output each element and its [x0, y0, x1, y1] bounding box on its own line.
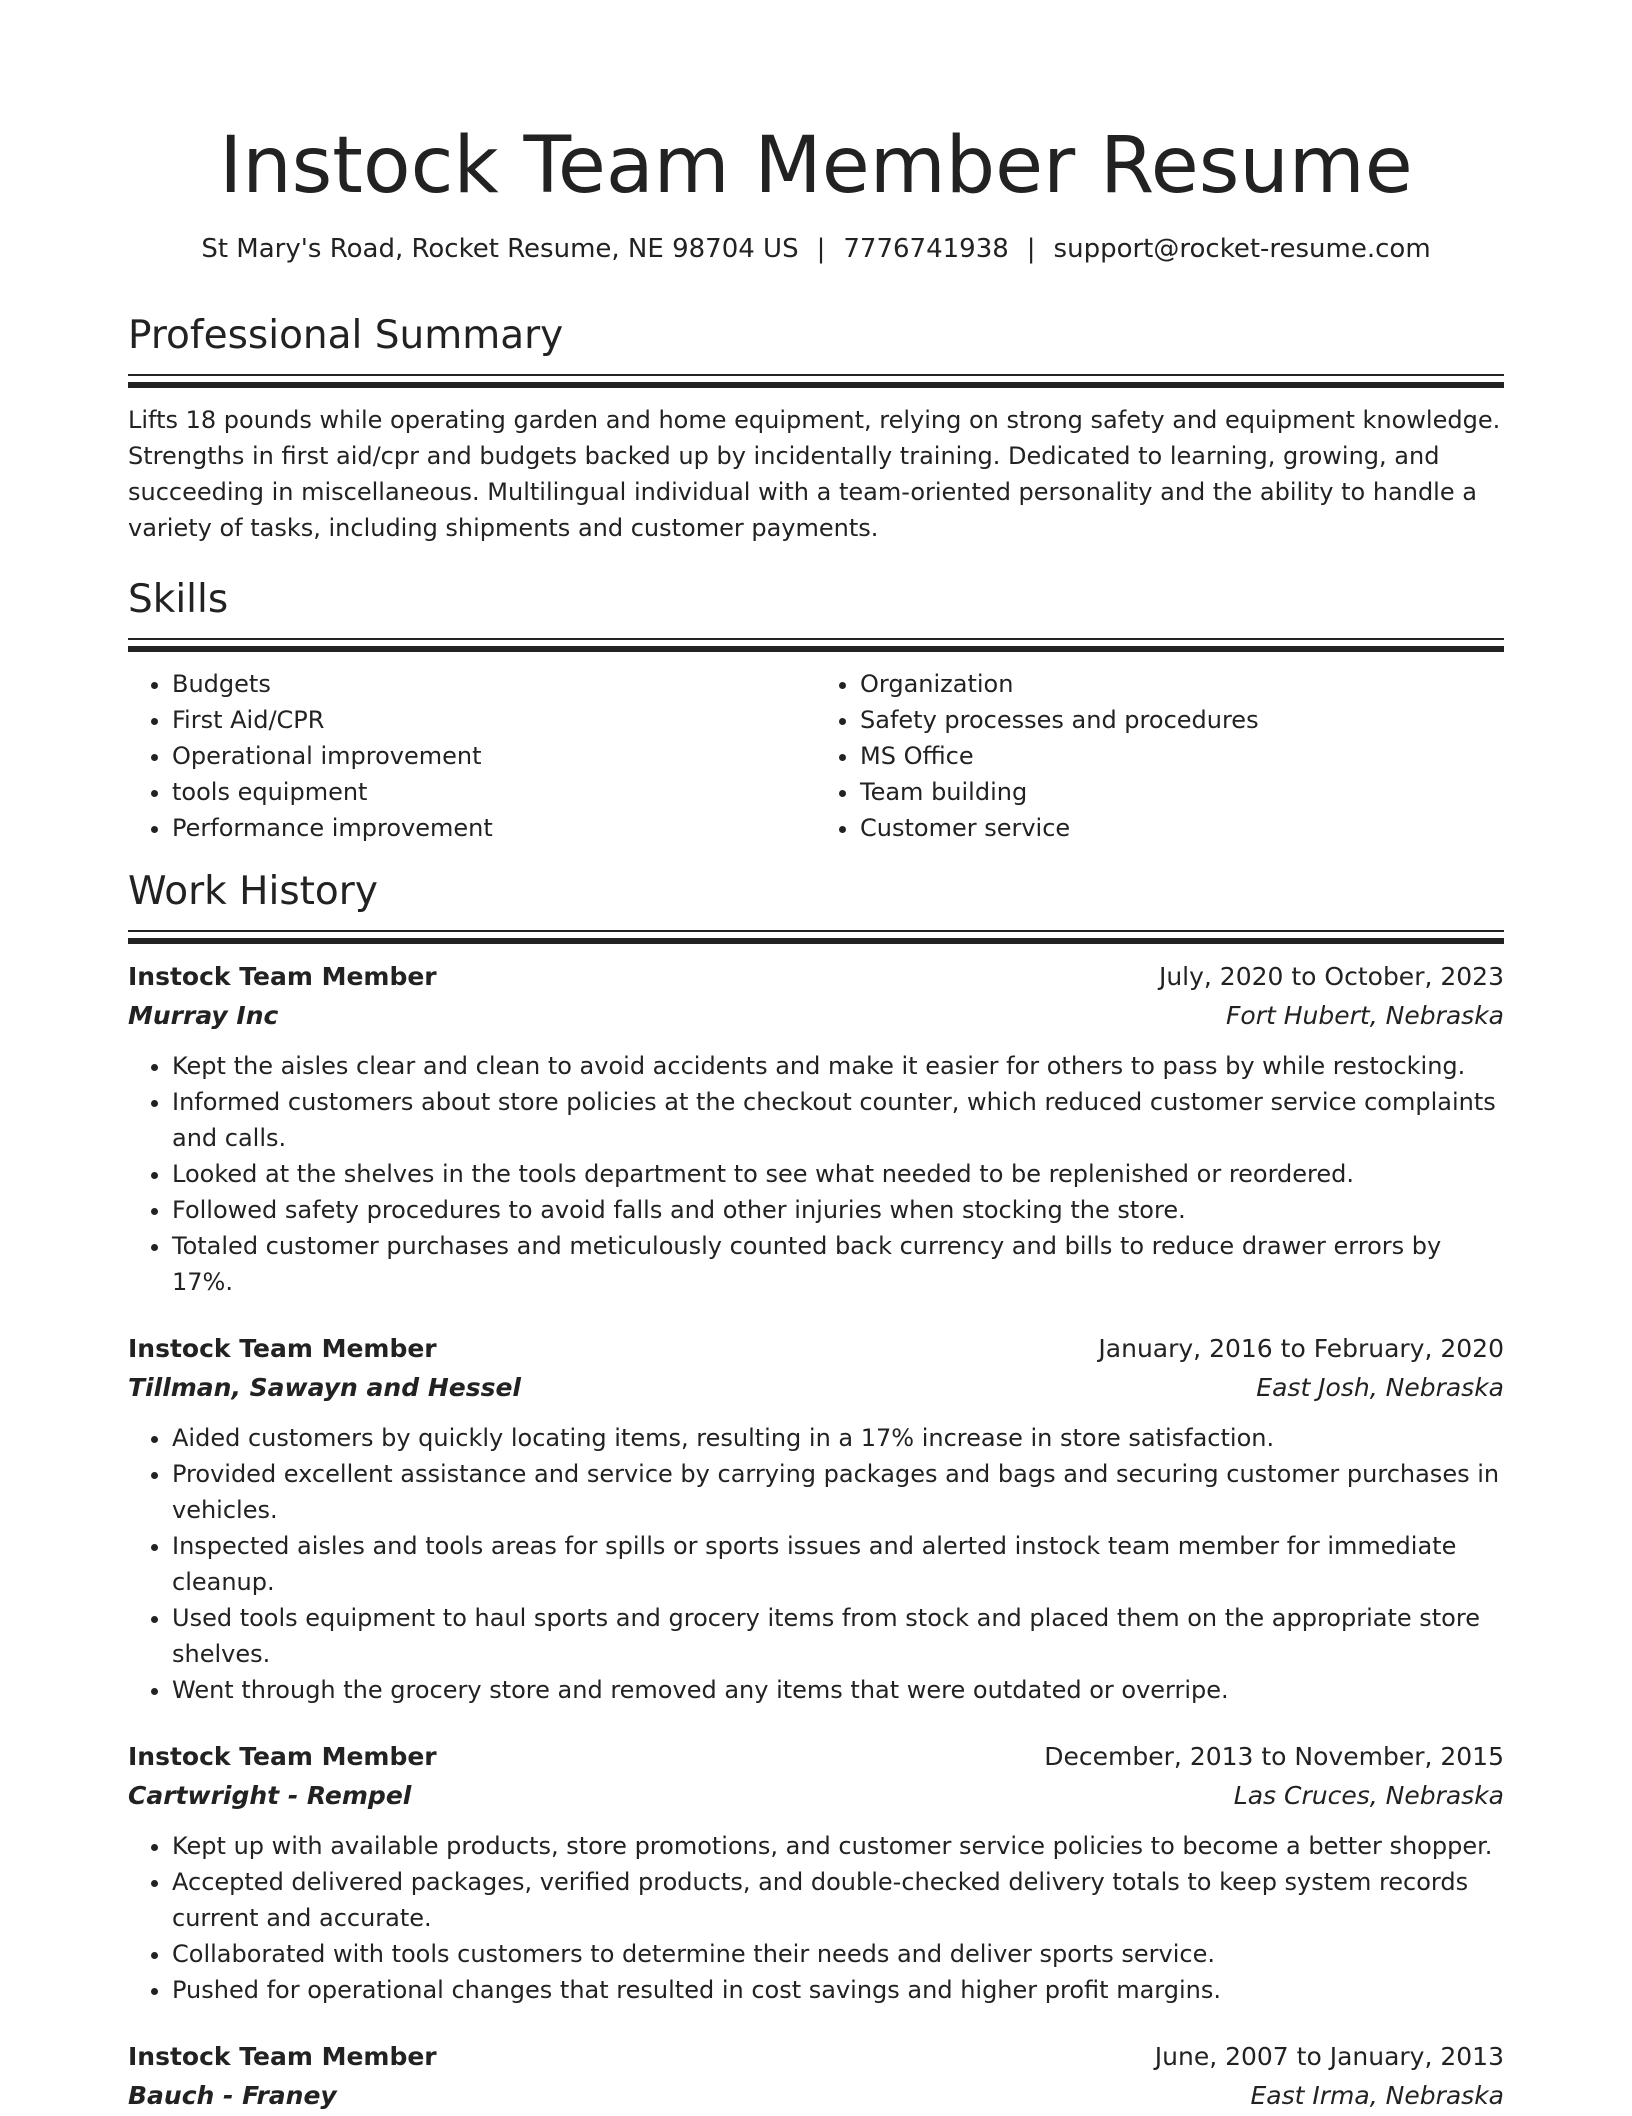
contact-phone: 7776741938	[843, 234, 1009, 264]
skills-columns	[128, 666, 1504, 846]
contact-separator: |	[1026, 234, 1036, 264]
job-bullet: • Kept up with available products, store promotions, and customer service policies to become a better shopper.	[172, 1828, 1504, 1864]
job-bullet: • Aided customers by quickly locating items, resulting in a 17% increase in store satisfaction.	[172, 1420, 1504, 1456]
section-divider	[128, 374, 1504, 388]
job-entry	[128, 1738, 1504, 2008]
job-bullet: • Used tools equipment to haul sports and grocery items from stock and placed them on the appropriate store shelves.	[172, 1600, 1504, 1672]
summary-section	[128, 312, 1504, 546]
skills-heading: Skills	[128, 577, 229, 622]
skill-item: • tools equipment	[172, 774, 816, 810]
skill-item: • Team building	[860, 774, 1504, 810]
job-bullet: • Looked at the shelves in the tools department to see what needed to be replenished or reordered.	[172, 1156, 1504, 1192]
job-title: Instock Team Member	[128, 1334, 437, 1363]
job-company: Tillman, Sawayn and Hessel	[128, 1373, 521, 1402]
summary-text: Lifts 18 pounds while operating garden and home equipment, relying on strong safety and equipment knowledge. Strengths in first aid/cpr and budgets backed up by incidentally training. Dedicated to learning, growing, and succeeding in miscellaneous. Multilingual individual with a team-oriented personality and the ability to handle a variety of tasks, including shipments and customer payments.	[128, 406, 1501, 542]
job-company: Murray Inc	[128, 1001, 279, 1030]
skill-item: • Organization	[860, 666, 1504, 702]
resume-title: Instock Team Member Resume	[219, 121, 1413, 211]
contact-separator: |	[816, 234, 826, 264]
contact-email: support@rocket-resume.com	[1053, 234, 1431, 264]
job-bullet: • Informed customers about store policies at the checkout counter, which reduced customer service complaints and calls.	[172, 1084, 1504, 1156]
job-location: Fort Hubert, Nebraska	[1226, 1001, 1504, 1030]
skill-item: • Safety processes and procedures	[860, 702, 1504, 738]
job-bullets	[128, 1048, 1504, 1300]
job-bullet: • Pushed for operational changes that resulted in cost savings and higher profit margins.	[172, 1972, 1504, 2008]
job-bullets	[128, 1828, 1504, 2008]
job-title: Instock Team Member	[128, 2042, 437, 2071]
summary-heading: Professional Summary	[128, 313, 564, 358]
job-entry	[128, 1330, 1504, 1708]
job-location: Las Cruces, Nebraska	[1233, 1781, 1504, 1810]
job-dates: June, 2007 to January, 2013	[1154, 2042, 1504, 2071]
skill-item: • MS Office	[860, 738, 1504, 774]
skills-list-right	[816, 666, 1504, 846]
job-bullet: • Followed safety procedures to avoid falls and other injuries when stocking the store.	[172, 1192, 1504, 1228]
job-bullet: • Went through the grocery store and removed any items that were outdated or overripe.	[172, 1672, 1504, 1708]
job-bullet: • Accepted delivered packages, verified products, and double-checked delivery totals to keep system records current and accurate.	[172, 1864, 1504, 1936]
skill-item: • Budgets	[172, 666, 816, 702]
section-divider	[128, 930, 1504, 944]
skill-item: • Customer service	[860, 810, 1504, 846]
job-dates: July, 2020 to October, 2023	[1158, 962, 1504, 991]
contact-address: St Mary's Road, Rocket Resume, NE 98704 US	[201, 234, 799, 264]
job-bullet: • Totaled customer purchases and meticulously counted back currency and bills to reduce drawer errors by 17%.	[172, 1228, 1504, 1300]
skills-list-left	[128, 666, 816, 846]
work-history-section	[128, 868, 1504, 2116]
job-dates: December, 2013 to November, 2015	[1044, 1742, 1504, 1771]
job-entry	[128, 2038, 1504, 2116]
job-bullet: • Collaborated with tools customers to determine their needs and deliver sports service.	[172, 1936, 1504, 1972]
work-history-heading: Work History	[128, 869, 378, 914]
contact-line	[128, 232, 1504, 266]
job-location: East Josh, Nebraska	[1256, 1373, 1504, 1402]
job-title: Instock Team Member	[128, 1742, 437, 1771]
section-divider	[128, 638, 1504, 652]
job-bullet: • Kept the aisles clear and clean to avoid accidents and make it easier for others to pass by while restocking.	[172, 1048, 1504, 1084]
skill-item: • Performance improvement	[172, 810, 816, 846]
job-company: Bauch - Franey	[128, 2081, 337, 2110]
job-title: Instock Team Member	[128, 962, 437, 991]
skill-item: • First Aid/CPR	[172, 702, 816, 738]
job-bullet: • Inspected aisles and tools areas for spills or sports issues and alerted instock team member for immediate cleanup.	[172, 1528, 1504, 1600]
job-entry	[128, 958, 1504, 1300]
job-location: East Irma, Nebraska	[1250, 2081, 1504, 2110]
skill-item: • Operational improvement	[172, 738, 816, 774]
job-company: Cartwright - Rempel	[128, 1781, 412, 1810]
skills-section	[128, 576, 1504, 846]
job-dates: January, 2016 to February, 2020	[1098, 1334, 1504, 1363]
job-bullets	[128, 1420, 1504, 1708]
job-bullet: • Provided excellent assistance and service by carrying packages and bags and securing customer purchases in vehicles.	[172, 1456, 1504, 1528]
